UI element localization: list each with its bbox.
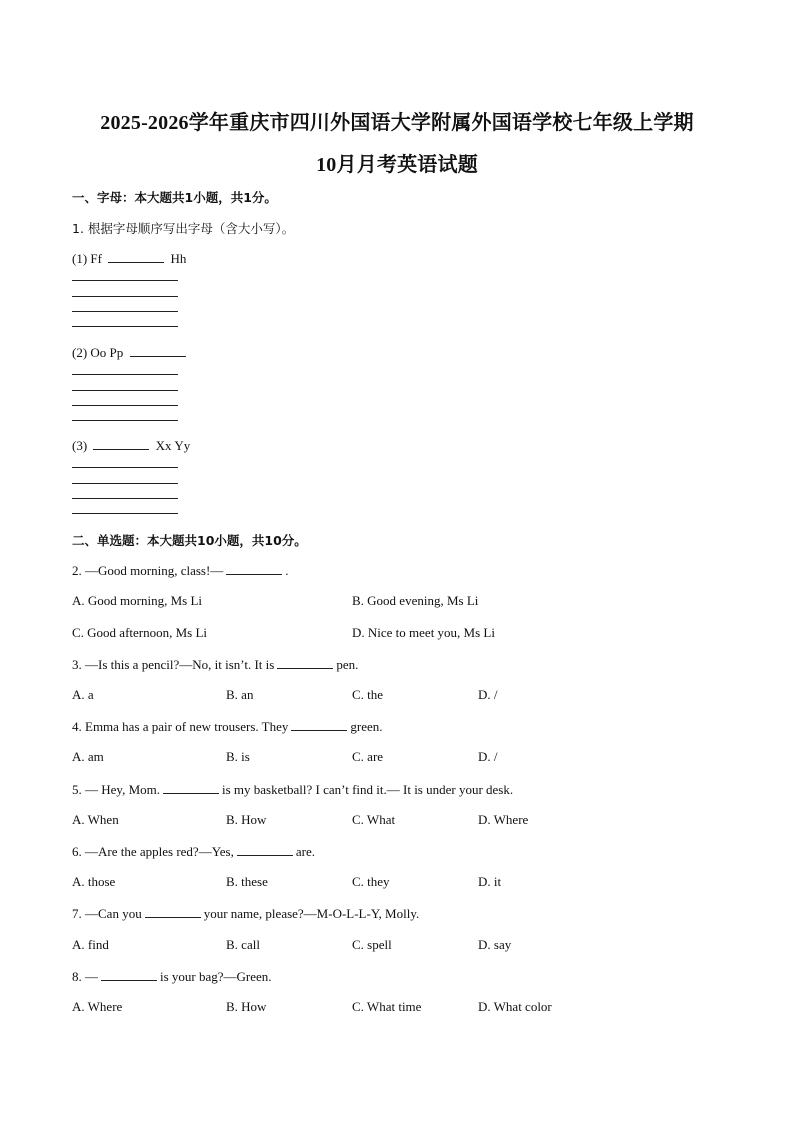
question-text: is your bag?—Green. xyxy=(160,969,272,984)
question-7 xyxy=(72,905,419,922)
answer-line[interactable] xyxy=(72,374,178,375)
question-4 xyxy=(72,718,383,735)
question-text: —Can you xyxy=(85,906,142,921)
question-1-stem: 1. 根据字母顺序写出字母（含大小写）。 xyxy=(72,221,295,236)
option-d[interactable]: D. it xyxy=(478,874,502,889)
option-b[interactable]: B. How xyxy=(226,999,267,1014)
option-c[interactable]: C. they xyxy=(352,874,390,889)
q1-part1-label: (1) xyxy=(72,251,88,266)
question-6 xyxy=(72,843,315,860)
answer-line[interactable] xyxy=(72,405,178,406)
question-8 xyxy=(72,968,272,985)
question-number: 6. xyxy=(72,844,82,859)
question-number: 5. xyxy=(72,782,82,797)
option-d[interactable]: D. What color xyxy=(478,999,552,1014)
option-a[interactable]: A. find xyxy=(72,937,109,952)
q1-part1-after: Hh xyxy=(170,251,187,266)
option-a[interactable]: A. a xyxy=(72,687,94,702)
question-text: —Are the apples red?—Yes, xyxy=(85,844,234,859)
answer-blank[interactable] xyxy=(226,562,282,575)
section2-header: 二、单选题：本大题共10小题，共10分。 xyxy=(72,533,307,548)
answer-blank[interactable] xyxy=(101,968,157,981)
answer-line[interactable] xyxy=(72,280,178,281)
answer-line[interactable] xyxy=(72,513,178,514)
question-5 xyxy=(72,781,513,798)
question-3 xyxy=(72,656,358,673)
question-number: 4. xyxy=(72,719,82,734)
question-text: are. xyxy=(295,844,315,859)
option-a[interactable]: A. When xyxy=(72,812,119,827)
answer-line[interactable] xyxy=(72,483,178,484)
answer-line[interactable] xyxy=(72,311,178,312)
option-d[interactable]: D. / xyxy=(478,749,498,764)
q1-part3-after: Xx Yy xyxy=(155,438,191,453)
option-d[interactable]: D. / xyxy=(478,687,498,702)
option-a[interactable]: A. Where xyxy=(72,999,123,1014)
answer-line[interactable] xyxy=(72,326,178,327)
question-text: —Is this a pencil?—No, it isn’t. It is xyxy=(85,657,275,672)
answer-line[interactable] xyxy=(72,296,178,297)
option-c[interactable]: C. spell xyxy=(352,937,392,952)
option-d[interactable]: D. Where xyxy=(478,812,529,827)
answer-blank[interactable] xyxy=(130,344,186,357)
q1-part3 xyxy=(72,437,190,454)
answer-line[interactable] xyxy=(72,467,178,468)
option-b[interactable]: B. these xyxy=(226,874,268,889)
answer-blank[interactable] xyxy=(163,781,219,794)
exam-title-line1: 2025-2026学年重庆市四川外国语大学附属外国语学校七年级上学期 xyxy=(100,112,694,134)
q1-part2-label: (2) xyxy=(72,345,88,360)
question-text: —Good morning, class!— xyxy=(85,563,224,578)
q1-part3-label: (3) xyxy=(72,438,88,453)
question-text: — xyxy=(85,969,98,984)
option-b[interactable]: B. How xyxy=(226,812,267,827)
option-a[interactable]: A. Good morning, Ms Li xyxy=(72,593,202,608)
answer-blank[interactable] xyxy=(145,905,201,918)
option-a[interactable]: A. those xyxy=(72,874,116,889)
question-text: is my basketball? I can’t find it.— It is under your desk. xyxy=(222,782,514,797)
option-b[interactable]: B. is xyxy=(226,749,250,764)
option-b[interactable]: B. an xyxy=(226,687,254,702)
q1-part1 xyxy=(72,250,186,267)
option-c[interactable]: C. the xyxy=(352,687,384,702)
option-d[interactable]: D. say xyxy=(478,937,512,952)
option-c[interactable]: C. What xyxy=(352,812,396,827)
question-text: pen. xyxy=(336,657,359,672)
option-b[interactable]: B. Good evening, Ms Li xyxy=(352,593,479,608)
option-a[interactable]: A. am xyxy=(72,749,104,764)
q1-part2 xyxy=(72,344,189,361)
option-d[interactable]: D. Nice to meet you, Ms Li xyxy=(352,625,495,640)
section1-header: 一、字母：本大题共1小题，共1分。 xyxy=(72,190,277,205)
question-number: 2. xyxy=(72,563,82,578)
q1-part1-before: Ff xyxy=(90,251,102,266)
answer-line[interactable] xyxy=(72,498,178,499)
option-c[interactable]: C. What time xyxy=(352,999,422,1014)
question-text: Emma has a pair of new trousers. They xyxy=(85,719,289,734)
question-number: 8. xyxy=(72,969,82,984)
question-2 xyxy=(72,562,289,579)
answer-line[interactable] xyxy=(72,420,178,421)
question-number: 7. xyxy=(72,906,82,921)
option-c[interactable]: C. Good afternoon, Ms Li xyxy=(72,625,208,640)
answer-blank[interactable] xyxy=(237,843,293,856)
answer-blank[interactable] xyxy=(277,656,333,669)
answer-line[interactable] xyxy=(72,390,178,391)
answer-blank[interactable] xyxy=(291,718,347,731)
exam-title-line2: 10月月考英语试题 xyxy=(316,154,478,176)
option-b[interactable]: B. call xyxy=(226,937,260,952)
question-text: your name, please?—M-O-L-L-Y, Molly. xyxy=(203,906,420,921)
question-text: — Hey, Mom. xyxy=(85,782,160,797)
q1-part2-before: Oo Pp xyxy=(90,345,124,360)
option-c[interactable]: C. are xyxy=(352,749,384,764)
question-number: 3. xyxy=(72,657,82,672)
answer-blank[interactable] xyxy=(93,437,149,450)
question-text: . xyxy=(285,563,289,578)
question-text: green. xyxy=(350,719,383,734)
answer-blank[interactable] xyxy=(108,250,164,263)
